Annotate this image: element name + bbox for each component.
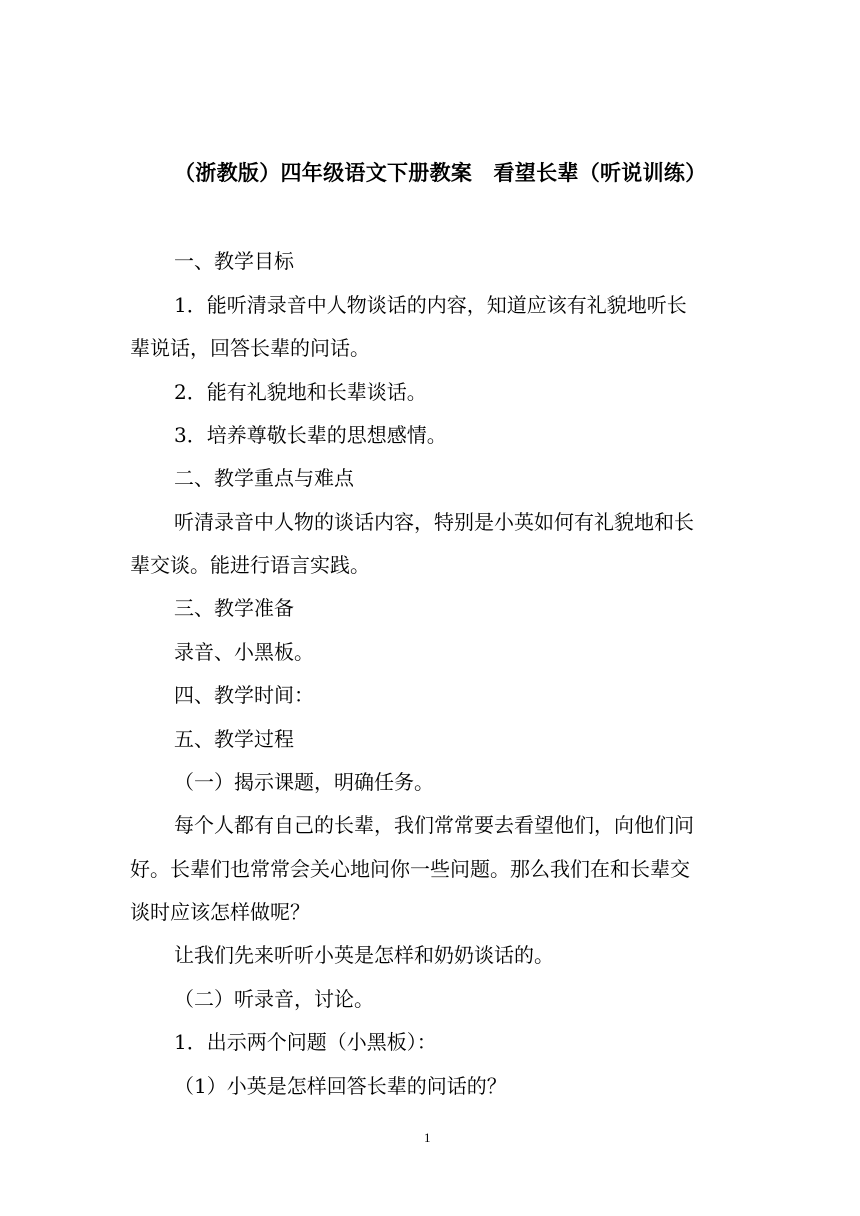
paragraph-line: 听清录音中人物的谈话内容，特别是小英如何有礼貌地和长	[174, 510, 694, 534]
paragraph-line: 3．培养尊敬长辈的思想感情。	[174, 423, 447, 447]
paragraph-line: 辈交谈。能进行语言实践。	[130, 553, 370, 577]
subsection-heading: （二）听录音，讨论。	[174, 987, 374, 1011]
paragraph-line: 辈说话，回答长辈的问话。	[130, 336, 370, 360]
paragraph-line: 让我们先来听听小英是怎样和奶奶谈话的。	[174, 943, 554, 967]
paragraph-line: 1．出示两个问题（小黑板）：	[174, 1030, 437, 1054]
section-heading-preparation: 三、教学准备	[174, 596, 294, 620]
subsection-heading: （一）揭示课题，明确任务。	[174, 770, 434, 794]
section-heading-focus: 二、教学重点与难点	[174, 466, 354, 490]
page-number: 1	[424, 1130, 431, 1145]
section-heading-process: 五、教学过程	[174, 727, 294, 751]
paragraph-line: 好。长辈们也常常会关心地问你一些问题。那么我们在和长辈交	[130, 857, 690, 881]
paragraph-line: 1．能听清录音中人物谈话的内容，知道应该有礼貌地听长	[174, 293, 687, 317]
document-title: （浙教版）四年级语文下册教案 看望长辈（听说训练）	[174, 160, 707, 185]
section-heading-time: 四、教学时间：	[174, 683, 314, 707]
paragraph-line: 录音、小黑板。	[174, 640, 314, 664]
paragraph-line: 每个人都有自己的长辈，我们常常要去看望他们，向他们问	[174, 813, 694, 837]
paragraph-line: 谈时应该怎样做呢？	[130, 900, 310, 924]
section-heading-goals: 一、教学目标	[174, 249, 294, 273]
paragraph-line: （1）小英是怎样回答长辈的问话的？	[174, 1074, 507, 1098]
paragraph-line: 2．能有礼貌地和长辈谈话。	[174, 380, 427, 404]
